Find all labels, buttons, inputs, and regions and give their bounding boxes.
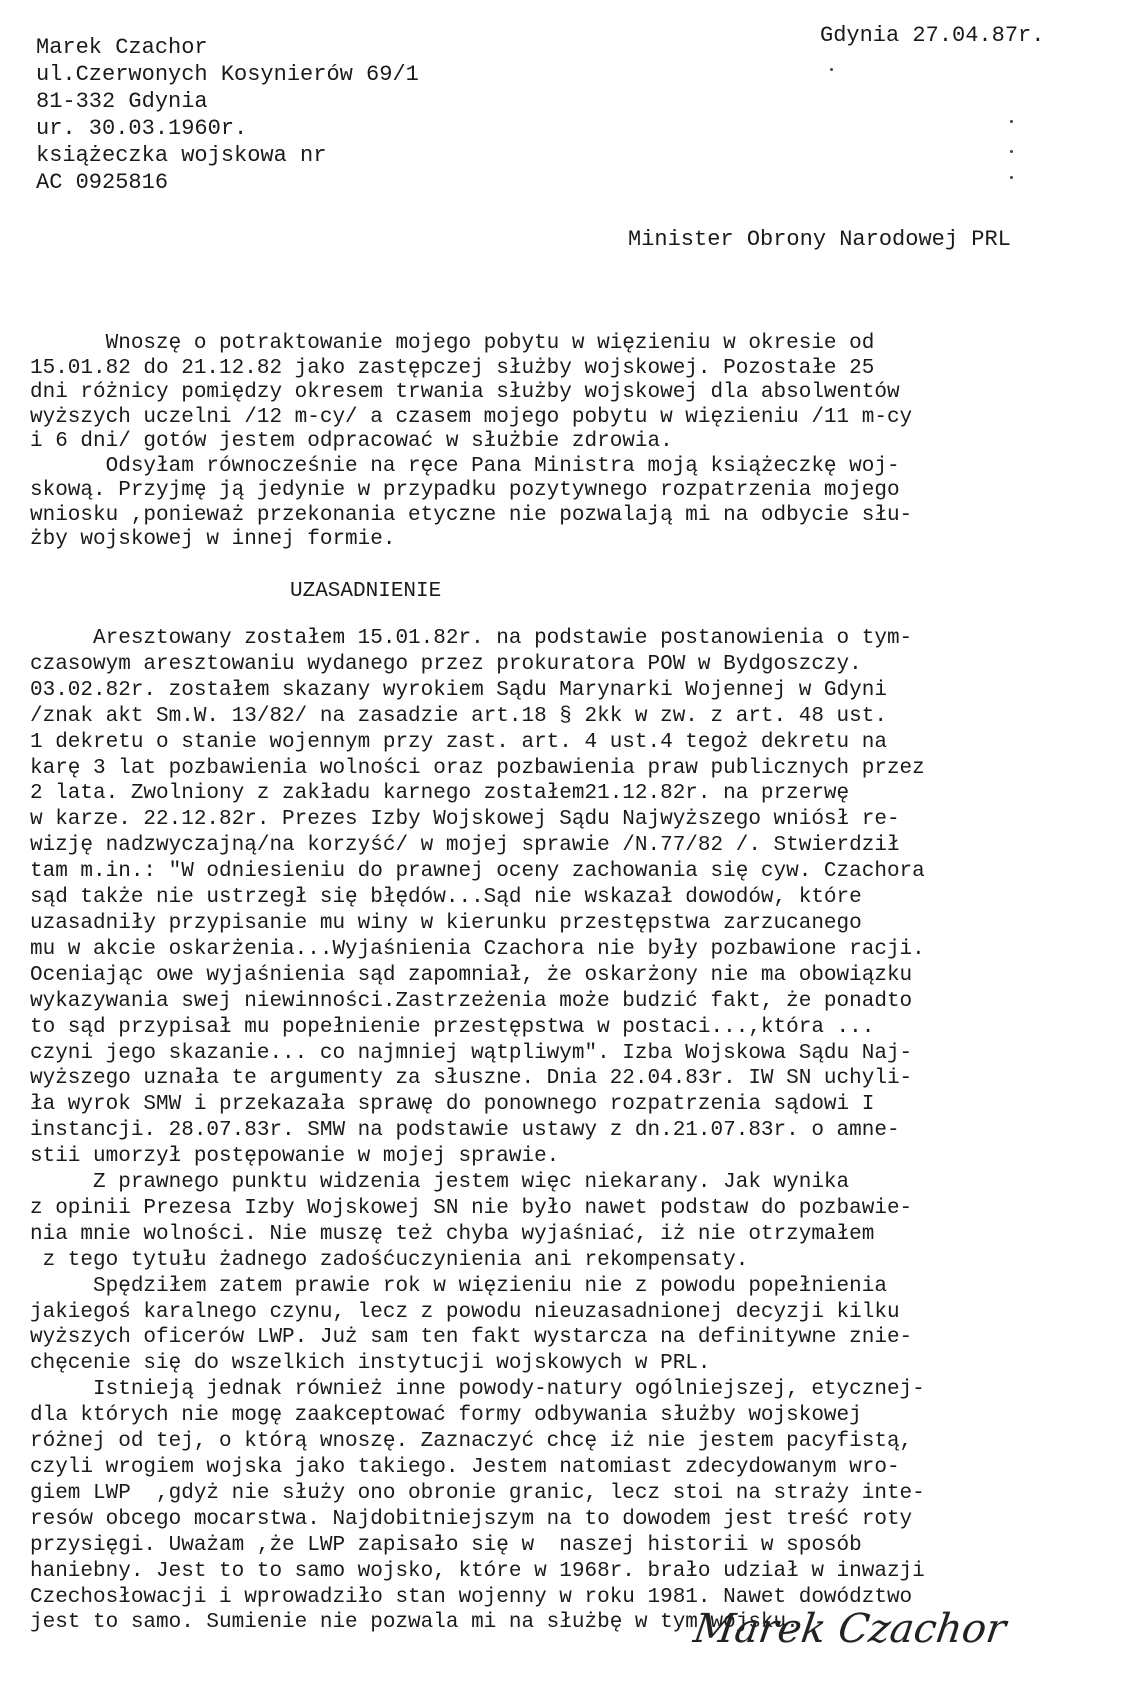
text-line: Odsyłam równocześnie na ręce Pana Ministra moją książeczkę woj-	[30, 454, 900, 478]
text-line: instancji. 28.07.83r. SMW na podstawie ustawy z dn.21.07.83r. o amne-	[30, 1119, 900, 1143]
text-line: 03.02.82r. zostałem skazany wyrokiem Sądu Marynarki Wojennej w Gdyni	[30, 678, 887, 702]
text-line: z opinii Prezesa Izby Wojskowej SN nie było nawet podstaw do pozbawie-	[30, 1196, 913, 1220]
text-line: wyższych oficerów LWP. Już sam ten fakt wystarcza na definitywne znie-	[30, 1326, 913, 1350]
dust-speck	[1010, 120, 1013, 123]
text-line: Czechosłowacji i wprowadziło stan wojenny w roku 1981. Nawet dowództwo	[30, 1585, 913, 1609]
text-line: czasowym aresztowaniu wydanego przez prokuratora POW w Bydgoszczy.	[30, 652, 862, 676]
sender-address	[36, 34, 419, 196]
text-line: wyższego uznała te argumenty za słuszne. Dnia 22.04.83r. IW SN uchyli-	[30, 1067, 913, 1091]
text-line: nia mnie wolności. Nie muszę też chyba wyjaśniać, iż nie otrzymałem	[30, 1222, 875, 1246]
text-line: 2 lata. Zwolniony z zakładu karnego zostałem21.12.82r. na przerwę	[30, 782, 850, 806]
sender-line: AC 0925816	[36, 170, 169, 195]
text-line: z tego tytułu żadnego zadośćuczynienia ani rekompensaty.	[30, 1248, 749, 1272]
text-line: żby wojskowej w innej formie.	[30, 528, 396, 551]
text-line: ła wyrok SMW i przekazała sprawę do ponownego rozpatrzenia sądowi I	[30, 1093, 875, 1117]
text-line: giem LWP ,gdyż nie służy ono obronie granic, lecz stoi na straży inte-	[30, 1481, 925, 1505]
text-line: czyli wrogiem wojska jako takiego. Jestem natomiast zdecydowanym wro-	[30, 1456, 900, 1479]
text-line: czyni jego skazanie... co najmniej wątpliwym". Izba Wojskowa Sądu Naj-	[30, 1041, 913, 1065]
text-line: Aresztowany zostałem 15.01.82r. na podstawie postanowienia o tym-	[30, 627, 913, 650]
sender-line: Marek Czachor	[36, 35, 208, 60]
sender-line: 81-332 Gdynia	[36, 89, 208, 114]
dust-speck	[830, 68, 833, 71]
text-line: Z prawnego punktu widzenia jestem więc niekarany. Jak wynika	[30, 1171, 850, 1195]
text-line: jakiegoś karalnego czynu, lecz z powodu nieuzasadnionej decyzji kilku	[30, 1300, 900, 1324]
text-line: wykazywania swej niewinności.Zastrzeżenia może budzić fakt, że ponadto	[30, 989, 913, 1013]
text-line: karę 3 lat pozbawienia wolności oraz pozbawienia praw publicznych przez	[30, 756, 925, 780]
dust-speck	[1010, 150, 1013, 153]
justification-paragraphs	[30, 626, 925, 1636]
text-line: sąd także nie ustrzegł się błędów...Sąd nie wskazał dowodów, które	[30, 886, 862, 910]
text-line: stii umorzył postępowanie w mojej sprawie.	[30, 1145, 560, 1169]
text-line: Oceniając owe wyjaśnienia sąd zapomniał, że oskarżony nie ma obowiązku	[30, 963, 913, 987]
text-line: resów obcego mocarstwa. Najdobitniejszym na to dowodem jest treść roty	[30, 1507, 913, 1531]
handwritten-signature: Marek Czachor	[690, 1606, 1009, 1652]
dust-speck	[1010, 176, 1013, 179]
text-line: 15.01.82 do 21.12.82 jako zastępczej służby wojskowej. Pozostałe 25	[30, 356, 875, 380]
text-line: i 6 dni/ gotów jestem odpracować w służbie zdrowia.	[30, 430, 673, 453]
text-line: różnej od tej, o którą wnoszę. Zaznaczyć chcę iż nie jestem pacyfistą,	[30, 1430, 913, 1454]
text-line: Spędziłem zatem prawie rok w więzieniu nie z powodu popełnienia	[30, 1274, 887, 1298]
text-line: wyższych uczelni /12 m-cy/ a czasem mojego pobytu w więzieniu /11 m-cy	[30, 405, 913, 429]
text-line: Wnoszę o potraktowanie mojego pobytu w więzieniu w okresie od	[30, 332, 875, 355]
text-line: skową. Przyjmę ją jedynie w przypadku pozytywnego rozpatrzenia mojego	[30, 479, 900, 502]
sender-line: ul.Czerwonych Kosynierów 69/1	[36, 62, 419, 87]
text-line: 1 dekretu o stanie wojennym przy zast. art. 4 ust.4 tegoż dekretu na	[30, 730, 887, 754]
text-line: tam m.in.: "W odniesieniu do prawnej oceny zachowania się cyw. Czachora	[30, 860, 925, 884]
text-line: wniosku ,ponieważ przekonania etyczne nie pozwalają mi na odbycie słu-	[30, 503, 913, 527]
text-line: /znak akt Sm.W. 13/82/ na zasadzie art.18 § 2kk w zw. z art. 48 ust.	[30, 704, 887, 728]
text-line: wizję nadzwyczajną/na korzyść/ w mojej sprawie /N.77/82 /. Stwierdził	[30, 834, 900, 858]
text-line: w karze. 22.12.82r. Prezes Izby Wojskowej Sądu Najwyższego wniósł re-	[30, 808, 900, 832]
justification-heading: UZASADNIENIE	[290, 580, 442, 603]
text-line: przysięgi. Uważam ,że LWP zapisało się w naszej historii w sposób	[30, 1533, 862, 1557]
text-line: Istnieją jednak również inne powody-natury ogólniejszej, etycznej-	[30, 1378, 925, 1402]
text-line: mu w akcie oskarżenia...Wyjaśnienia Czachora nie były pozbawione racji.	[30, 937, 925, 961]
text-line: jest to samo. Sumienie nie pozwala mi na służbę w tym wojsku.	[30, 1611, 799, 1635]
request-paragraphs	[30, 332, 912, 553]
text-line: to sąd przypisał mu popełnienie przestępstwa w postaci...,która ...	[30, 1015, 875, 1039]
text-line: haniebny. Jest to to samo wojsko, które w 1968r. brało udział w inwazji	[30, 1559, 925, 1583]
sender-line: ur. 30.03.1960r.	[36, 116, 248, 141]
sender-line: książeczka wojskowa nr	[36, 143, 327, 168]
recipient: Minister Obrony Narodowej PRL	[628, 227, 1011, 252]
text-line: chęcenie się do wszelkich instytucji wojskowych w PRL.	[30, 1352, 711, 1376]
text-line: uzasadniły przypisanie mu winy w kierunku przestępstwa zarzucanego	[30, 911, 862, 935]
text-line: dni różnicy pomiędzy okresem trwania służby wojskowej dla absolwentów	[30, 381, 900, 404]
place-date: Gdynia 27.04.87r.	[820, 23, 1045, 48]
text-line: dla których nie mogę zaakceptować formy odbywania służby wojskowej	[30, 1404, 862, 1428]
